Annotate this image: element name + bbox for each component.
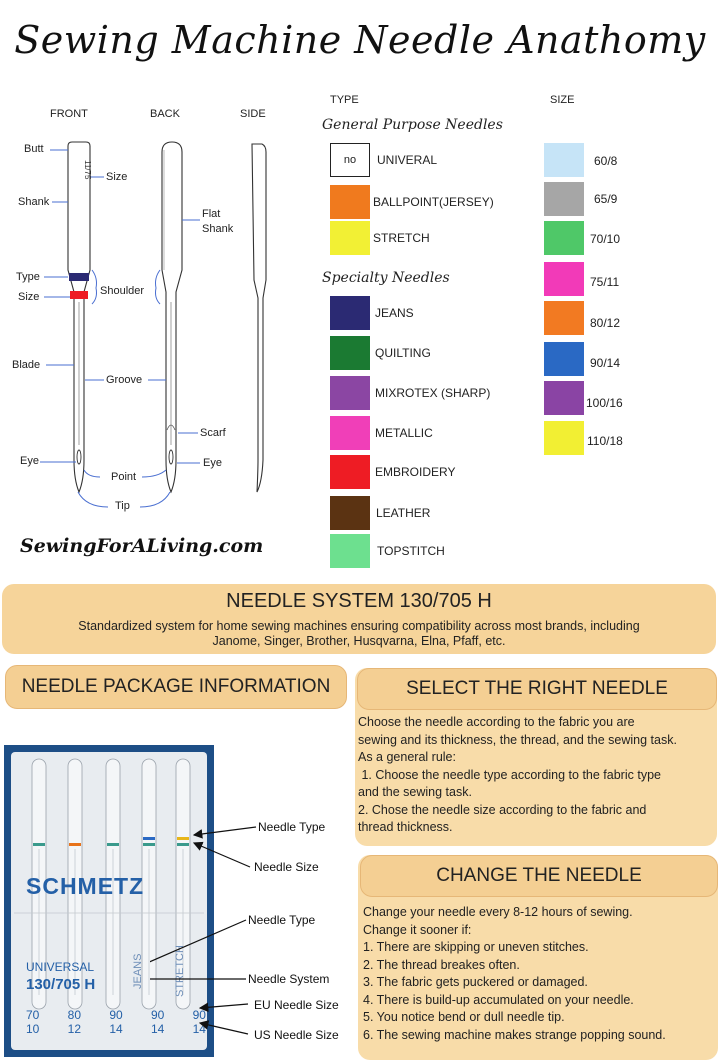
us-size: 14 bbox=[192, 1022, 206, 1036]
needle-system-text-1: Standardized system for home sewing machines ensuring compatibility across most brands, including bbox=[78, 619, 640, 633]
stretch-swatch bbox=[330, 221, 370, 255]
change-line: Change it sooner if: bbox=[363, 922, 472, 937]
back-view-label: BACK bbox=[150, 108, 180, 120]
size-swatch-60-8 bbox=[544, 143, 584, 177]
needle-system-heading: NEEDLE SYSTEM 130/705 H bbox=[226, 590, 492, 612]
size-label-110-18: 110/18 bbox=[587, 434, 623, 448]
change-line: 3. The fabric gets puckered or damaged. bbox=[363, 975, 588, 989]
annot-needle-type-top: Needle Type bbox=[258, 820, 326, 834]
us-size: 14 bbox=[109, 1022, 123, 1036]
eye-label-front: Eye bbox=[20, 455, 39, 467]
package-heading: NEEDLE PACKAGE INFORMATION bbox=[5, 665, 347, 709]
groove-label: Groove bbox=[106, 374, 143, 386]
annot-us-size: US Needle Size bbox=[254, 1028, 339, 1042]
size-mark: 11/75 bbox=[83, 160, 92, 180]
general-label-ballpoint: BALLPOINT(JERSEY) bbox=[373, 195, 494, 209]
package-system: 130/705 H bbox=[26, 976, 96, 993]
specialty-label-topstitch: TOPSTITCH bbox=[377, 544, 445, 558]
size-swatch-75-11 bbox=[544, 262, 584, 296]
annot-needle-system: Needle System bbox=[248, 972, 330, 986]
website-label: SewingForALiving.com bbox=[20, 535, 264, 557]
size-label-60-8: 60/8 bbox=[594, 154, 618, 168]
select-line: 1. Choose the needle type according to the fabric type bbox=[358, 767, 661, 782]
general-label-universal: UNIVERAL bbox=[377, 153, 438, 167]
change-line: 2. The thread breakes often. bbox=[363, 957, 520, 972]
annot-needle-type-mid: Needle Type bbox=[248, 913, 316, 927]
specialty-label-leather: LEATHER bbox=[376, 506, 431, 520]
select-line: sewing and its thickness, the thread, and the sewing task. bbox=[358, 732, 677, 747]
change-line: 4. There is build-up accumulated on your needle. bbox=[363, 992, 634, 1007]
select-line: As a general rule: bbox=[358, 750, 456, 764]
tip-label: Tip bbox=[115, 500, 130, 512]
eu-size: 80 bbox=[67, 1008, 82, 1022]
specialty-title: Specialty Needles bbox=[322, 270, 450, 286]
package-arrows bbox=[150, 810, 260, 1040]
front-view-label: FRONT bbox=[50, 108, 88, 120]
select-line: thread thickness. bbox=[358, 820, 453, 834]
specialty-label-embroidery: EMBROIDERY bbox=[375, 465, 456, 479]
side-needle bbox=[252, 144, 266, 492]
flat-shank-label: Flat Shank bbox=[202, 208, 234, 235]
eu-size: 90 bbox=[150, 1008, 165, 1022]
page-title: Sewing Machine Needle Anathomy bbox=[14, 18, 706, 62]
metallic-swatch bbox=[330, 416, 370, 450]
butt-label: Butt bbox=[24, 143, 44, 155]
size-label-65-9: 65/9 bbox=[594, 192, 618, 206]
size-header: SIZE bbox=[550, 94, 575, 106]
embroidery-swatch bbox=[330, 455, 370, 489]
shank-label: Shank bbox=[18, 196, 50, 208]
scarf-label: Scarf bbox=[200, 427, 226, 439]
side-view-label: SIDE bbox=[240, 108, 266, 120]
size-label-top: Size bbox=[106, 171, 128, 183]
select-line: and the sewing task. bbox=[358, 785, 472, 799]
change-line: 1. There are skipping or uneven stitches. bbox=[363, 940, 589, 954]
eu-size: 70 bbox=[26, 1008, 40, 1022]
select-heading: SELECT THE RIGHT NEEDLE bbox=[357, 668, 717, 710]
front-needle bbox=[68, 142, 90, 492]
eye-label-back: Eye bbox=[203, 457, 222, 469]
size-swatch-70-10 bbox=[544, 221, 584, 255]
mixrotex-swatch bbox=[330, 376, 370, 410]
annot-needle-size: Needle Size bbox=[254, 860, 319, 874]
change-line: 5. You notice bend or dull needle tip. bbox=[363, 1010, 565, 1024]
needle-system-panel bbox=[2, 584, 716, 654]
needle-system-text-2: Janome, Singer, Brother, Husqvarna, Elna, Pfaff, etc. bbox=[212, 634, 506, 648]
select-text bbox=[358, 714, 718, 837]
universal-swatch: no bbox=[330, 143, 370, 177]
package-stretch: STRETCH bbox=[174, 945, 186, 997]
general-row-universal bbox=[330, 143, 370, 177]
back-needle bbox=[162, 142, 182, 492]
eu-size: 90 bbox=[192, 1008, 206, 1022]
size-swatch-90-14 bbox=[544, 342, 584, 376]
jeans-swatch bbox=[330, 296, 370, 330]
needle-diagram bbox=[0, 130, 310, 530]
size-label-100-16: 100/16 bbox=[586, 396, 623, 410]
size-swatch-100-16 bbox=[544, 381, 584, 415]
type-header: TYPE bbox=[330, 94, 359, 106]
general-title: General Purpose Needles bbox=[322, 117, 503, 133]
annot-eu-size: EU Needle Size bbox=[254, 998, 339, 1012]
leather-swatch bbox=[330, 496, 370, 530]
specialty-label-quilting: QUILTING bbox=[375, 346, 431, 360]
change-text bbox=[363, 904, 718, 1044]
shoulder-label: Shoulder bbox=[100, 285, 145, 297]
size-label-75-11: 75/11 bbox=[590, 275, 620, 289]
point-label: Point bbox=[111, 471, 137, 483]
us-size: 12 bbox=[67, 1022, 82, 1036]
ballpoint-swatch bbox=[330, 185, 370, 219]
us-size: 14 bbox=[150, 1022, 165, 1036]
size-swatch-80-12 bbox=[544, 301, 584, 335]
change-line: Change your needle every 8-12 hours of sewing. bbox=[363, 905, 633, 919]
package-jeans: JEANS bbox=[132, 953, 144, 989]
size-label: Size bbox=[18, 291, 40, 303]
size-label-70-10: 70/10 bbox=[590, 232, 621, 246]
size-label-90-14: 90/14 bbox=[590, 356, 621, 370]
quilting-swatch bbox=[330, 336, 370, 370]
size-band bbox=[70, 291, 88, 299]
blade-label: Blade bbox=[12, 359, 41, 371]
select-line: 2. Chose the needle size according to the fabric and bbox=[358, 802, 647, 817]
change-line: 6. The sewing machine makes strange popping sound. bbox=[363, 1027, 666, 1042]
package-universal: UNIVERSAL bbox=[26, 960, 95, 974]
size-label-80-12: 80/12 bbox=[590, 316, 621, 330]
us-size: 10 bbox=[26, 1022, 40, 1036]
size-swatch-110-18 bbox=[544, 421, 584, 455]
specialty-label-metallic: METALLIC bbox=[375, 426, 433, 440]
type-band bbox=[69, 273, 89, 281]
topstitch-swatch bbox=[330, 534, 370, 568]
specialty-label-jeans: JEANS bbox=[375, 306, 414, 320]
eu-size: 90 bbox=[109, 1008, 123, 1022]
select-line: Choose the needle according to the fabric you are bbox=[358, 715, 635, 729]
package-brand: SCHMETZ bbox=[26, 873, 145, 899]
change-heading: CHANGE THE NEEDLE bbox=[360, 855, 718, 897]
size-swatch-65-9 bbox=[544, 182, 584, 216]
general-label-stretch: STRETCH bbox=[373, 231, 430, 245]
type-label: Type bbox=[16, 271, 40, 283]
specialty-label-mixrotex: MIXROTEX (SHARP) bbox=[375, 386, 491, 400]
